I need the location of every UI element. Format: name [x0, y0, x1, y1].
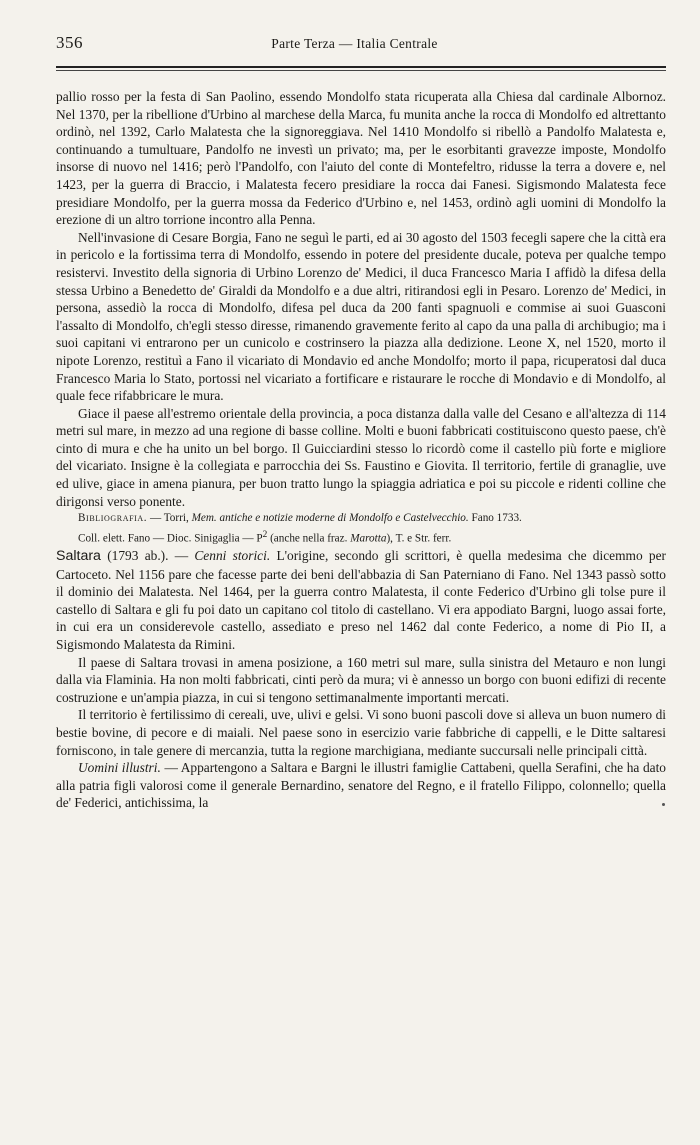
paragraph-mondolfo-history-1: pallio rosso per la festa di San Paolino, essendo Mondolfo stata ricuperata alla Chiesa dal cardinale Albornoz. Nel 1370, per la ribellione d'Urbino al marchese della Marca, fu munita anche la rocca di Mondolfo ed altrettanto ordinò, nel 1392, Carlo Malatesta che la signoreggiava. Nel 1410 Mondolfo si ribellò a Pandolfo Malatesta e, continuando a tumultuare, Pandolfo ne investì un privato; ma, per le esorbitanti gravezze imposte, Mondolfo insorse di nuovo nel 1416; però l'Pandolfo, con l'aiuto del conte di Montefeltro, ridusse la terra a dovere e, nel 1423, per la guerra di Braccio, i Malatesta fecero presidiare la rocca dai Fanesi. Sigismondo Malatesta fece presidiare Mondolfo, per la guerra mossa da Federico d'Urbino e, nel 1453, ordinò agli uomini di Mondolfo la erezione di un altro torrione incontro alla Penna. [56, 89, 666, 228]
paragraph-mondolfo-history-2: Nell'invasione di Cesare Borgia, Fano ne seguì le parti, ed ai 30 agosto del 1503 fecegli sapere che la città era in pericolo e la fortissima terra di Mondolfo, essendo in potere del presidente ducale, poteva per qualche tempo resistervi. Investito della signoria di Urbino Lorenzo de' Medici, il duca Francesco Maria I affidò la difesa della stessa Urbino a Benedetto de' Giraldi da Mondolfo e a due altri, ritirandosi egli in Pesaro. Lorenzo de' Medici, in persona, assediò la rocca di Mondolfo, difesa pel duca da 200 fanti spagnuoli e commise ai suoi Guasconi l'assalto di Mondolfo, ch'egli stesso diresse, rimanendo gravemente ferito al capo da una palla di archibugio; ma i suoi capitani vi entrarono per un cunicolo e costrinsero la piazza alla dedizione. Leone X, nel 1520, morto il nipote Lorenzo, restituì a Fano il vicariato di Mondavio ed anche Mondolfo; morto il papa, ricuperatosi dal duca Francesco Maria lo Stato, portossi nel vicariato a fortificare e ristaurare le rocche di Mondavio e di Mondolfo, al quale fece rifabbricare le mura. [56, 229, 666, 404]
header-rule-thin [56, 70, 666, 71]
bibliography-info-line [56, 527, 666, 547]
info-college-diocese: Coll. elett. Fano — Dioc. Sinigaglia — P [78, 532, 263, 545]
paragraph-saltara-territory: Il territorio è fertilissimo di cereali, uve, ulivi e gelsi. Vi sono buoni pascoli dove si alleva un buon numero di bestie bovine, di pecore e di maiali. Nel paese sono in esercizio varie fabbriche di cappelli, e le Ditte saltaresi forniscono, in tale genere di mercanzia, tutta la regione marchigiana, mediante succursali nelle principali città. [56, 707, 666, 758]
page-header [56, 33, 666, 55]
paragraph-saltara-notable-people [56, 759, 666, 812]
body-text [56, 88, 666, 812]
paragraph-saltara-description: Il paese di Saltara trovasi in amena posizione, a 160 metri sul mare, sulla sinistra del Metauro e non lungi dalla via Flaminia. Ha non molti fabbricati, cinti però da mura; vi è annesso un borgo con buoni edifizi di recente costruzione e un'ampia piazza, in cui si tengono settimanalmente importanti mercati. [56, 654, 666, 705]
info-fraction-note: (anche nella fraz. [267, 532, 348, 545]
saltara-history-text: L'origine, secondo gli scrittori, è quella medesima che dicemmo per Cartoceto. Nel 1156 pare che facesse parte dei beni dell'abbazia di San Paterniano di Fano. Nel 1343 passò sotto il dominio dei Malatesta. Nel 1464, per la guerra contro Malatesta, il conte Federico d'Urbino gli tolse pure il castello di Saltara e gli fu poi dato un capitano col titolo di castellano. Vi era appodiato Bargni, luogo assai forte, in cui era un considerevole castello, assediato e preso nel 1462 dal conte Federico, a nome di Pio II, a Sigismondo Malatesta da Rimini. [56, 547, 666, 652]
entry-title-saltara: Saltara [56, 547, 101, 564]
page-number: 356 [56, 33, 83, 52]
bibliography-label: Bibliografia. [78, 512, 148, 525]
running-title: Parte Terza — Italia Centrale [271, 36, 438, 51]
bibliography-title: Mem. antiche e notizie moderne di Mondolfo e Castelvecchio. [191, 512, 469, 525]
info-fraction-name: Marotta [350, 532, 387, 545]
info-superscript: 2 [262, 529, 268, 540]
paragraph-saltara-history [56, 547, 666, 654]
margin-dot [662, 803, 665, 806]
bibliography-place-year: Fano 1733. [471, 512, 522, 525]
saltara-section-heading: Cenni storici. [194, 547, 271, 563]
info-services: ), T. e Str. ferr. [386, 532, 452, 545]
bibliography-line [56, 510, 666, 527]
notable-people-heading: Uomini illustri. [78, 760, 161, 776]
header-rule [56, 66, 666, 68]
saltara-population: (1793 ab.). — [107, 547, 189, 563]
paragraph-mondolfo-description: Giace il paese all'estremo orientale della provincia, a poca distanza dalla valle del Cesano e all'altezza di 114 metri sul mare, in mezzo ad una regione di basse colline. Molti e buoni fabbricati costituiscono questo paese, ch'è cinto di mura e che ha unito un bel borgo. Il Guicciardini stesso lo ricordò come il castello più forte e migliore del vicariato. Insigne è la collegiata e parrocchia dei Ss. Faustino e Giovita. Il territorio, fertile di granaglie, uve ed ulive, giace in amena pianura, per buon tratto lungo la spiaggia adriatica e poi su piccole e ridenti colline che dirigonsi verso ponente. [56, 405, 666, 509]
bibliography-author: — Torri, [149, 512, 189, 525]
notable-people-text: — Appartengono a Saltara e Bargni le illustri famiglie Cattabeni, quella Serafini, che ha dato alla patria figli valorosi come il generale Bernardino, senatore del Regno, e il fratello Filippo, colonnello; quella de' Federici, antichissima, la [56, 760, 666, 811]
